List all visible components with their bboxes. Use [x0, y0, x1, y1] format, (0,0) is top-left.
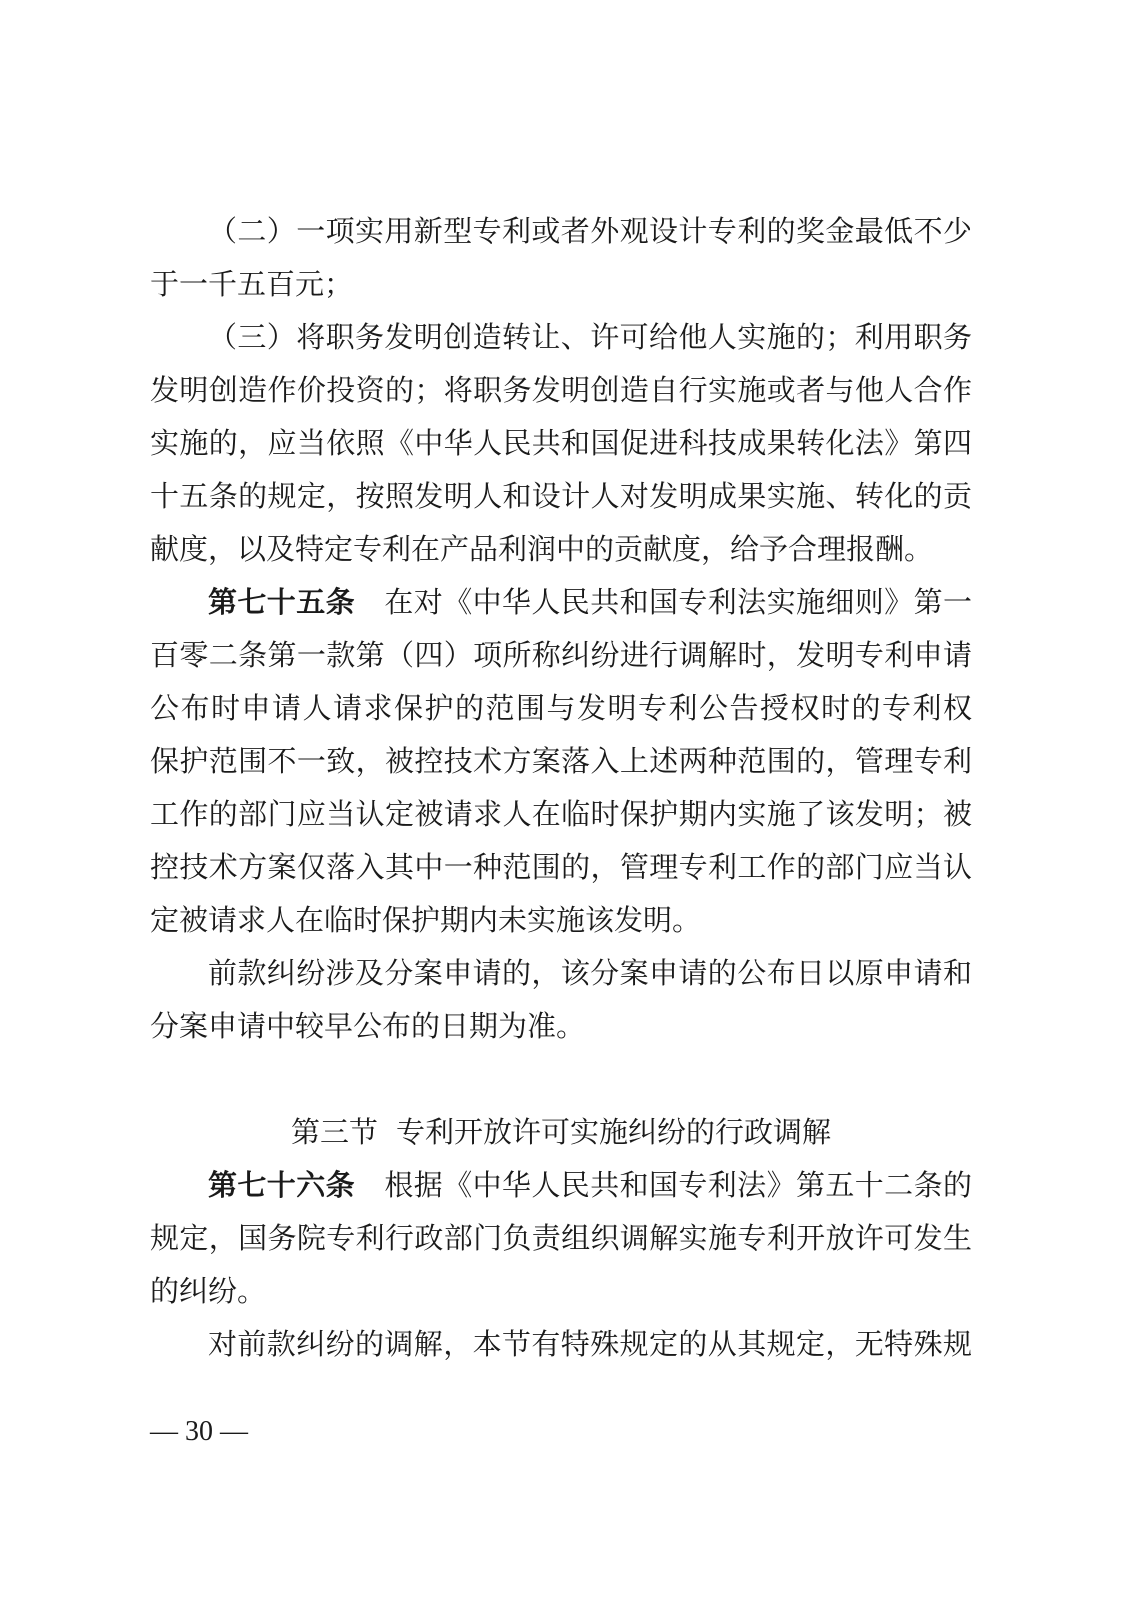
- paragraph-line: 规定，国务院专利行政部门负责组织调解实施专利开放许可发生: [150, 1221, 972, 1255]
- paragraph-line: 十五条的规定，按照发明人和设计人对发明成果实施、转化的贡: [150, 479, 972, 513]
- article-75-text: 在对《中华人民共和国专利法实施细则》第一: [384, 585, 972, 619]
- paragraph-line: （二）一项实用新型专利或者外观设计专利的奖金最低不少: [208, 214, 972, 248]
- paragraph-line: 工作的部门应当认定被请求人在临时保护期内实施了该发明；被: [150, 797, 972, 831]
- paragraph-line: （三）将职务发明创造转让、许可给他人实施的；利用职务: [208, 320, 972, 354]
- paragraph-line: 献度，以及特定专利在产品利润中的贡献度，给予合理报酬。: [150, 532, 934, 566]
- paragraph-line: 公布时申请人请求保护的范围与发明专利公告授权时的专利权: [150, 691, 972, 725]
- section-number: 第三节: [290, 1115, 378, 1149]
- paragraph-line: 对前款纠纷的调解，本节有特殊规定的从其规定，无特殊规: [208, 1327, 972, 1361]
- section-heading: [150, 1106, 972, 1159]
- section-spacer: [150, 1053, 972, 1106]
- page-number: — 30 —: [150, 1416, 248, 1447]
- article-75-first-line: [150, 576, 972, 629]
- paragraph-line: 分案申请中较早公布的日期为准。: [150, 1009, 586, 1043]
- article-76-text: 根据《中华人民共和国专利法》第五十二条的: [384, 1168, 972, 1202]
- paragraph-line: 百零二条第一款第（四）项所称纠纷进行调解时，发明专利申请: [150, 638, 972, 672]
- paragraph-line: 保护范围不一致，被控技术方案落入上述两种范围的，管理专利: [150, 744, 972, 778]
- paragraph-line: 前款纠纷涉及分案申请的，该分案申请的公布日以原申请和: [208, 956, 972, 990]
- paragraph-line: 发明创造作价投资的；将职务发明创造自行实施或者与他人合作: [150, 373, 972, 407]
- paragraph-line: 定被请求人在临时保护期内未实施该发明。: [150, 903, 702, 937]
- section-title: 专利开放许可实施纠纷的行政调解: [396, 1115, 832, 1149]
- paragraph-line: 的纠纷。: [150, 1274, 267, 1308]
- article-76-first-line: [150, 1159, 972, 1212]
- article-75-title: 第七十五条: [208, 585, 355, 619]
- paragraph-line: 实施的，应当依照《中华人民共和国促进科技成果转化法》第四: [150, 426, 972, 460]
- document-page: [150, 205, 972, 1371]
- paragraph-line: 控技术方案仅落入其中一种范围的，管理专利工作的部门应当认: [150, 850, 972, 884]
- article-76-title: 第七十六条: [208, 1168, 355, 1202]
- paragraph-line: 于一千五百元；: [150, 267, 354, 301]
